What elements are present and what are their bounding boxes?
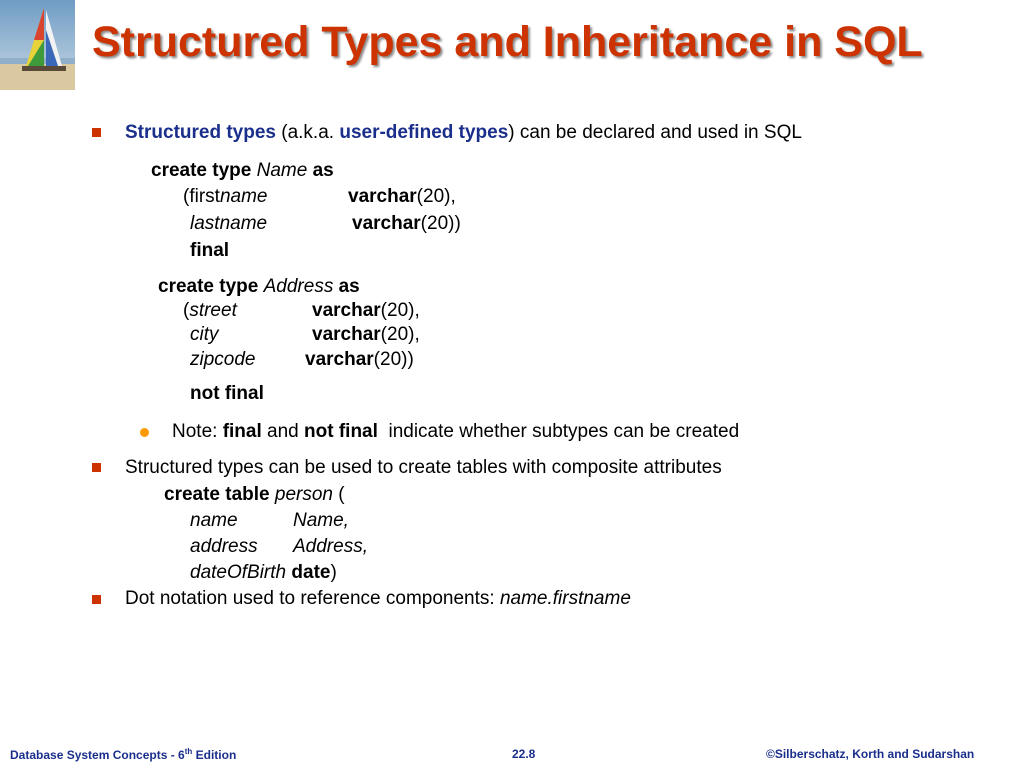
- term-user-defined-types: user-defined types: [339, 122, 509, 143]
- bullet1-mid: (a.k.a.: [275, 122, 340, 143]
- address-field-street-type: [312, 300, 420, 322]
- field-type: varchar: [312, 324, 381, 345]
- address-type-header: [158, 276, 360, 298]
- keyword-create-table: create table: [164, 484, 270, 505]
- column-name-type: Name,: [293, 510, 349, 531]
- field-name: name: [219, 186, 268, 207]
- footer-left-suffix: Edition: [192, 748, 237, 762]
- address-field-street: [183, 300, 237, 322]
- field-type: varchar: [348, 186, 417, 207]
- note-prefix: Note:: [172, 421, 223, 442]
- name-field-firstname: [183, 186, 267, 208]
- table-paren: (: [333, 484, 345, 505]
- field-type: varchar: [305, 349, 374, 370]
- type-name: Address: [263, 276, 334, 297]
- column-address-type: Address,: [293, 536, 368, 557]
- table-close: ): [330, 562, 337, 583]
- field-size: (20),: [380, 300, 420, 321]
- bullet-square-3: [92, 595, 101, 604]
- type-name: Name: [256, 160, 308, 181]
- footer-left-prefix: Database System Concepts - 6: [10, 748, 185, 762]
- bullet2-line: Structured types can be used to create tables with composite attributes: [125, 457, 722, 478]
- bullet3-text: Dot notation used to reference components:: [125, 588, 500, 609]
- keyword-as: as: [312, 160, 334, 181]
- column-name: name: [190, 510, 238, 531]
- column-dob-type: date: [291, 562, 331, 583]
- keyword-create-type: create type: [151, 160, 252, 181]
- address-field-zipcode-type: [305, 349, 414, 371]
- field-size: (20)): [420, 213, 461, 234]
- footer-page-number: 22.8: [512, 747, 536, 761]
- note-not-final: not final: [304, 421, 378, 442]
- name-field-lastname-type: [352, 213, 461, 235]
- note-final: final: [222, 421, 262, 442]
- address-field-city: city: [190, 324, 219, 345]
- note-line: [172, 421, 739, 443]
- field-open: (: [183, 300, 190, 321]
- footer-left-sup: th: [184, 747, 193, 756]
- field-type: varchar: [352, 213, 421, 234]
- field-type: varchar: [312, 300, 381, 321]
- address-field-city-type: [312, 324, 420, 346]
- note-and: and: [261, 421, 305, 442]
- bullet-square-1: [92, 128, 101, 137]
- field-size: (20),: [380, 324, 420, 345]
- term-structured-types: Structured types: [125, 122, 276, 143]
- field-size: (20),: [416, 186, 456, 207]
- column-dateofbirth: [190, 562, 337, 584]
- name-field-firstname-type: [348, 186, 456, 208]
- bullet3-line: [125, 588, 631, 610]
- footer-copyright: ©Silberschatz, Korth and Sudarshan: [766, 747, 975, 761]
- field-size: (20)): [373, 349, 414, 370]
- field-name: street: [189, 300, 237, 321]
- bullet-dot-note: [140, 428, 149, 437]
- keyword-final: final: [190, 240, 230, 261]
- bullet3-example: name.firstname: [499, 588, 631, 609]
- keyword-create-type: create type: [158, 276, 259, 297]
- sailboat-logo: [0, 0, 75, 90]
- table-name: person: [274, 484, 334, 505]
- name-field-lastname: lastname: [190, 213, 268, 234]
- address-field-zipcode: zipcode: [190, 349, 256, 370]
- bullet1-rest: ) can be declared and used in SQL: [508, 122, 802, 143]
- slide-title: Structured Types and Inheritance in SQL: [92, 18, 923, 66]
- column-address: address: [190, 536, 258, 557]
- bullet-square-2: [92, 463, 101, 472]
- footer-left: [10, 747, 236, 762]
- create-table-line: [164, 484, 345, 506]
- name-type-header: [151, 160, 334, 182]
- column-dob-name: dateOfBirth: [190, 562, 287, 583]
- bullet1-line: [125, 122, 802, 144]
- keyword-as: as: [338, 276, 360, 297]
- note-rest: indicate whether subtypes can be created: [377, 421, 740, 442]
- keyword-not-final: not final: [190, 383, 264, 404]
- field-open: (first: [183, 186, 220, 207]
